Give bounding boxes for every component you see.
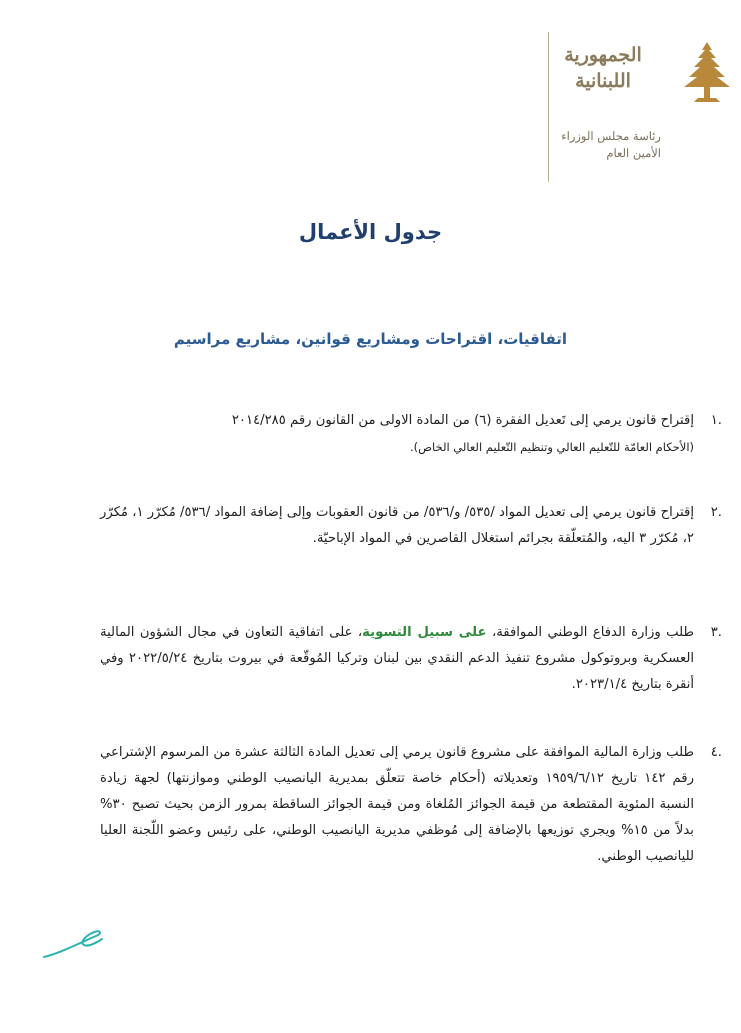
- country-line-1: الجمهورية: [564, 44, 642, 66]
- office-line-2: الأمين العام: [606, 146, 661, 160]
- item-text-end: ، على اتفاقية التعاون في مجال الشؤون المالية العسكرية وبروتوكول مشروع تنفيذ الدعم النقدي بين لبنان وتركيا المُوقّعة في بيروت بتاريخ ٢٠٢٢/٥/٢٤ وفي أنقرة بتاريخ ٢٠٢٣/١/٤.: [100, 625, 695, 692]
- agenda-item-2: [100, 500, 722, 552]
- cedar-tree-icon: [676, 40, 738, 110]
- item-text: إقتراح قانون يرمي إلى تعديل المواد /٥٣٥/ و/٥٣٦/ من قانون العقوبات وإلى إضافة المواد /٥٣٦/ مُكرّر ١، مُكرّر ٢، مُكرّر ٣ اليه، والمُتعلّقة بجرائم استغلال القاصرين في المواد الإباحيّة.: [100, 505, 694, 546]
- country-line-2: اللبنانية: [575, 70, 631, 92]
- office-block: [531, 128, 661, 162]
- item-text-start: طلب وزارة الدفاع الوطني الموافقة،: [486, 625, 694, 640]
- signature-mark: [40, 925, 110, 965]
- highlighted-phrase: على سبيل التسوية: [362, 625, 487, 640]
- agenda-item-4: [100, 740, 722, 870]
- item-note: (الأحكام العامّة للتّعليم العالي وتنظيم التّعليم العالي الخاص).: [409, 440, 694, 454]
- item-number: .٢: [710, 505, 722, 520]
- section-subtitle: اتفاقيات، اقتراحات ومشاريع قوانين، مشاريع مراسيم: [173, 330, 568, 348]
- item-text: [100, 620, 694, 698]
- item-number: .٣: [710, 625, 722, 640]
- agenda-item-1: [100, 408, 722, 460]
- office-line-1: رئاسة مجلس الوزراء: [561, 129, 661, 143]
- item-number: .٤: [710, 745, 722, 760]
- item-number: .١: [710, 413, 722, 428]
- page-title: جدول الأعمال: [298, 220, 443, 244]
- country-name: [547, 42, 659, 94]
- agenda-item-3: [100, 620, 722, 698]
- item-text: طلب وزارة المالية الموافقة على مشروع قانون يرمي إلى تعديل المادة الثالثة عشرة من المرسوم الإشتراعي رقم ١٤٢ تاريخ ١٩٥٩/٦/١٢ وتعديلاته (أحكام خاصة تتعلّق بمديرية اليانصيب الوطني وموازنتها) لجهة زيادة النسبة المئوية المقتطعة من قيمة الجوائز المُلغاة ومن قيمة الجوائز الساقطة بمرور الزمن بحيث تصبح ٣٠% بدلاً من ١٥% ويجري توزيعها بالإضافة إلى مُوظفي مديرية اليانصيب الوطني، على رئيس وعضو اللّجنة العليا لليانصيب الوطني.: [100, 745, 694, 864]
- item-text: إقتراح قانون يرمي إلى تَعديل الفقرة (٦) من المادة الاولى من القانون رقم ٢٠١٤/٢٨٥: [231, 413, 694, 428]
